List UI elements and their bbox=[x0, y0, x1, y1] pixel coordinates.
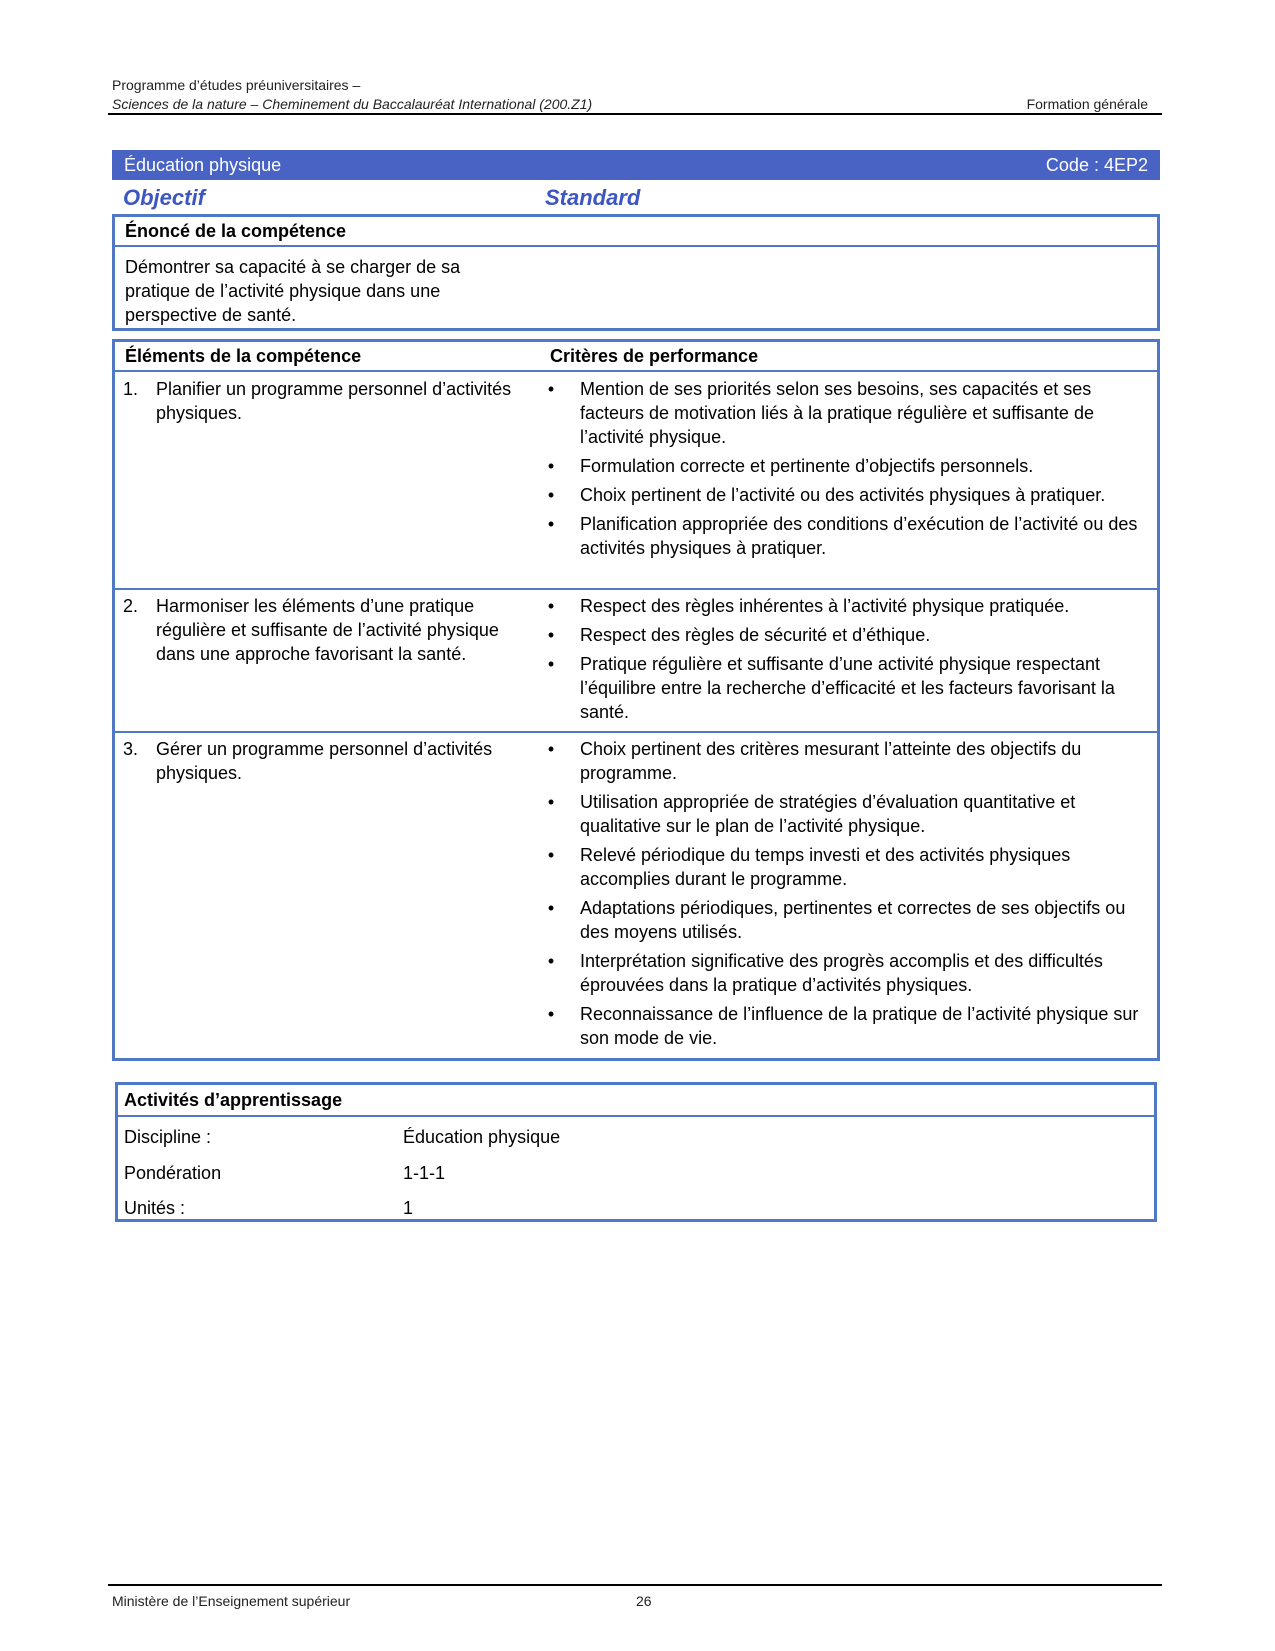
element-text: Harmoniser les éléments d’une pratique régulière et suffisante de l’activité physique dans une approche favorisant la santé. bbox=[156, 596, 499, 664]
table-row bbox=[115, 731, 1157, 1058]
criterion-item: • Respect des règles inhérentes à l’activité physique pratiquée. bbox=[540, 594, 1140, 618]
elements-criteria-table bbox=[112, 339, 1160, 1061]
bullet-icon: • bbox=[547, 625, 555, 645]
bullet-icon: • bbox=[547, 1004, 555, 1024]
footer-rule bbox=[108, 1584, 1162, 1586]
criterion-item: • Adaptations périodiques, pertinentes et correctes de ses objectifs ou des moyens utilisés. bbox=[540, 896, 1140, 944]
learning-activities-heading: Activités d’apprentissage bbox=[118, 1085, 1154, 1117]
element-number: 2. bbox=[123, 596, 139, 616]
header-program-line: Programme d’études préuniversitaires – bbox=[112, 77, 361, 93]
bullet-icon: • bbox=[547, 379, 555, 399]
header-rule bbox=[108, 113, 1162, 115]
bullet-icon: • bbox=[547, 898, 555, 918]
bullet-icon: • bbox=[547, 845, 555, 865]
weighting-value: 1-1-1 bbox=[403, 1163, 446, 1183]
learning-activities-box bbox=[115, 1082, 1157, 1222]
bullet-icon: • bbox=[547, 485, 555, 505]
footer-ministry: Ministère de l’Enseignement supérieur bbox=[112, 1593, 351, 1609]
criterion-item: • Interprétation significative des progrès accomplis et des difficultés éprouvées dans la pratique d’activités physiques. bbox=[540, 949, 1140, 997]
bullet-icon: • bbox=[547, 951, 555, 971]
element-text: Gérer un programme personnel d’activités physiques. bbox=[156, 739, 493, 783]
table-row bbox=[115, 588, 1157, 731]
criterion-item: • Utilisation appropriée de stratégies d’évaluation quantitative et qualitative sur le plan de l’activité physique. bbox=[540, 790, 1140, 838]
units-label: Unités : bbox=[124, 1198, 186, 1218]
bullet-icon: • bbox=[547, 456, 555, 476]
element-number: 3. bbox=[123, 739, 139, 759]
competence-statement-box bbox=[112, 214, 1160, 331]
criterion-item: • Mention de ses priorités selon ses besoins, ses capacités et ses facteurs de motivation liés à la pratique régulière et suffisante de l’activité physique. bbox=[540, 377, 1140, 449]
bullet-icon: • bbox=[547, 596, 555, 616]
table-row bbox=[115, 377, 1157, 588]
criterion-item: • Relevé périodique du temps investi et des activités physiques accomplies durant le programme. bbox=[540, 843, 1140, 891]
discipline-value: Éducation physique bbox=[403, 1127, 561, 1147]
element-text: Planifier un programme personnel d’activités physiques. bbox=[156, 379, 512, 423]
elements-column-heading: Éléments de la compétence bbox=[125, 345, 362, 366]
discipline-label: Discipline : bbox=[124, 1127, 212, 1147]
units-value: 1 bbox=[403, 1198, 414, 1218]
bullet-icon: • bbox=[547, 739, 555, 759]
course-code: Code : 4EP2 bbox=[1045, 154, 1148, 175]
criterion-item: • Pratique régulière et suffisante d’une activité physique respectant l’équilibre entre la recherche d’efficacité et les facteurs favorisant la santé. bbox=[540, 652, 1140, 724]
criterion-item: • Choix pertinent des critères mesurant l’atteinte des objectifs du programme. bbox=[540, 737, 1140, 785]
criterion-item: • Respect des règles de sécurité et d’éthique. bbox=[540, 623, 1140, 647]
competence-statement-text: Démontrer sa capacité à se charger de sa pratique de l’activité physique dans une perspective de santé. bbox=[125, 257, 461, 325]
competence-statement-heading: Énoncé de la compétence bbox=[115, 217, 1157, 247]
criteria-column-heading: Critères de performance bbox=[550, 345, 759, 366]
objective-heading: Objectif bbox=[123, 185, 205, 210]
subject-title: Éducation physique bbox=[124, 154, 282, 175]
header-program-subtitle: Sciences de la nature – Cheminement du Baccalauréat International (200.Z1) bbox=[112, 96, 593, 112]
criterion-item: • Choix pertinent de l’activité ou des activités physiques à pratiquer. bbox=[540, 483, 1140, 507]
element-number: 1. bbox=[123, 379, 139, 399]
elements-table-header bbox=[115, 342, 1157, 372]
bullet-icon: • bbox=[547, 514, 555, 534]
bullet-icon: • bbox=[547, 792, 555, 812]
bullet-icon: • bbox=[547, 654, 555, 674]
subject-title-bar bbox=[112, 150, 1160, 180]
header-formation: Formation générale bbox=[1026, 96, 1148, 112]
criterion-item: • Planification appropriée des conditions d’exécution de l’activité ou des activités physiques à pratiquer. bbox=[540, 512, 1140, 560]
page-number: 26 bbox=[636, 1593, 652, 1609]
criterion-item: • Reconnaissance de l’influence de la pratique de l’activité physique sur son mode de vie. bbox=[540, 1002, 1140, 1050]
standard-heading: Standard bbox=[545, 185, 641, 210]
criterion-item: • Formulation correcte et pertinente d’objectifs personnels. bbox=[540, 454, 1140, 478]
weighting-label: Pondération bbox=[124, 1163, 222, 1183]
